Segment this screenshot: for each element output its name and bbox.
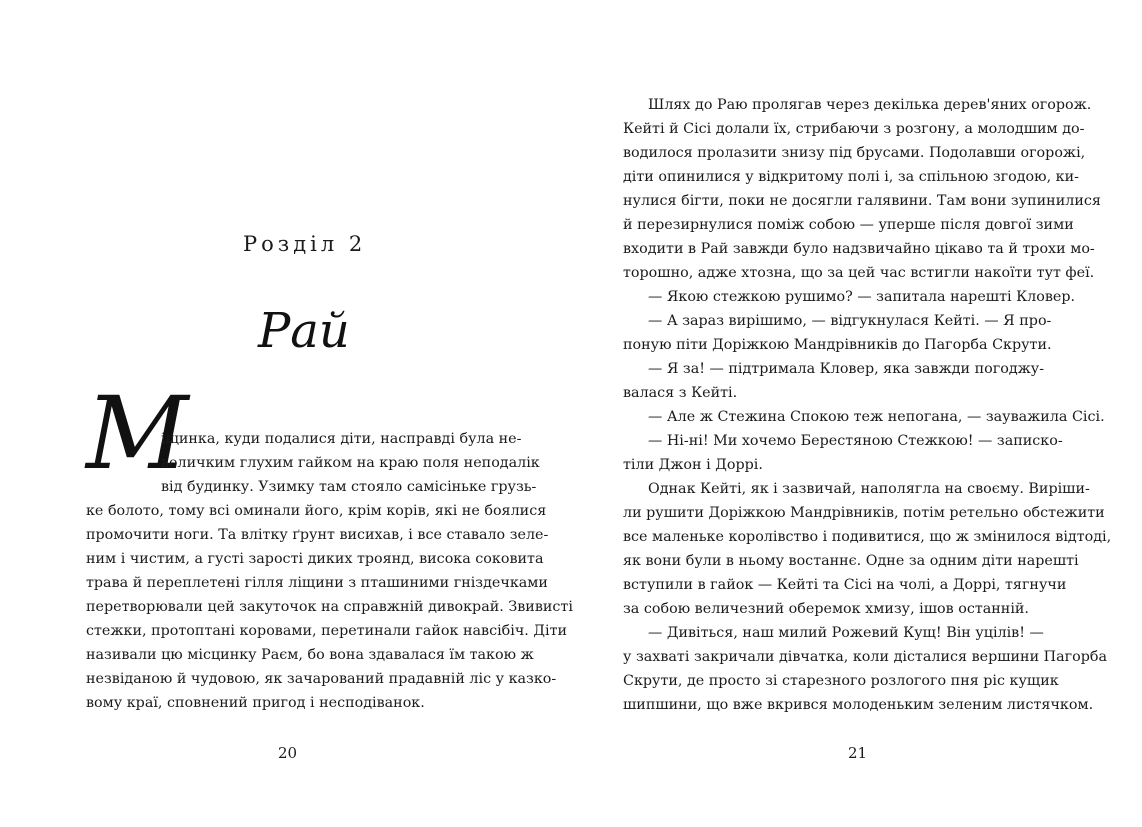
text-line: — Я за! — підтримала Кловер, яка завжди погоджу- xyxy=(648,361,1045,377)
text-line: називали цю місцинку Раєм, бо вона здавалася їм такою ж xyxy=(86,647,534,663)
text-line: нулися бігти, поки не досягли галявини. Там вони зупинилися xyxy=(623,193,1101,209)
text-line: — Якою стежкою рушимо? — запитала нарешті Кловер. xyxy=(648,289,1076,305)
text-line: іщинка, куди подалися діти, насправді була не- xyxy=(161,431,522,447)
text-line: — А зараз вирішимо, — відгукнулася Кейті. — Я про- xyxy=(648,313,1052,329)
text-line: торошно, адже хтозна, що за цей час встигли накоїти тут феї. xyxy=(623,265,1095,281)
text-line: все маленьке королівство і подивитися, що ж змінилося відтоді, xyxy=(623,529,1112,545)
text-line: вому краї, сповнений пригод і несподіванок. xyxy=(86,695,425,711)
text-line: поную піти Доріжкою Мандрівників до Пагорба Скрути. xyxy=(623,337,1052,353)
text-line: незвіданою й чудовою, як зачарований прадавній ліс у казко- xyxy=(86,671,557,687)
text-line: ним і чистим, а густі зарості диких троянд, висока соковита xyxy=(86,551,544,567)
text-line: тіли Джон і Доррі. xyxy=(623,457,763,473)
text-line: — Ні-ні! Ми хочемо Берестяною Стежкою! — записко- xyxy=(648,433,1063,449)
text-line: Шлях до Раю пролягав через декілька дерев'яних огорож. xyxy=(648,97,1092,113)
text-line: ке болото, тому всі оминали його, крім корів, які не боялися xyxy=(86,503,547,519)
text-line: шипшини, що вже вкрився молоденьким зеленим листячком. xyxy=(623,697,1094,713)
chapter-label: Розділ 2 xyxy=(243,232,367,256)
text-line: — Але ж Стежина Спокою теж непогана, — зауважила Сісі. xyxy=(648,409,1105,425)
text-line: діти опинилися у відкритому полі і, за спільною згодою, ки- xyxy=(623,169,1079,185)
text-line: промочити ноги. Та влітку ґрунт висихав, і все ставало зеле- xyxy=(86,527,549,543)
chapter-title: Рай xyxy=(258,303,350,359)
page-number: 21 xyxy=(848,744,868,762)
text-line: валася з Кейті. xyxy=(623,385,738,401)
text-line: Кейті й Сісі долали їх, стрибаючи з розгону, а молодшим до- xyxy=(623,121,1085,137)
text-line: ли рушити Доріжкою Мандрівників, потім ретельно обстежити xyxy=(623,505,1105,521)
text-line: Однак Кейті, як і зазвичай, наполягла на своєму. Виріши- xyxy=(648,481,1090,497)
text-line: водилося пролазити знизу під брусами. Подолавши огорожі, xyxy=(623,145,1086,161)
page-number: 20 xyxy=(278,744,298,762)
text-line: Скрути, де просто зі старезного розлогого пня ріс кущик xyxy=(623,673,1059,689)
text-line: як вони були в ньому востаннє. Одне за одним діти нарешті xyxy=(623,553,1079,569)
text-line: від будинку. Узимку там стояло самісіньке грузь- xyxy=(161,479,537,495)
text-line: у захваті закричали дівчатка, коли дісталися вершини Пагорба xyxy=(623,649,1108,665)
text-line: й перезирнулися поміж собою — уперше після довгої зими xyxy=(623,217,1074,233)
drop-cap: М xyxy=(86,375,189,492)
text-line: вступили в гайок — Кейті та Сісі на чолі, а Доррі, тягнучи xyxy=(623,577,1067,593)
text-line: — Дивіться, наш милий Рожевий Кущ! Він уцілів! — xyxy=(648,625,1044,641)
text-line: трава й переплетені гілля ліщини з пташиними гніздечками xyxy=(86,575,548,591)
text-line: за собою величезний оберемок хмизу, ішов останній. xyxy=(623,601,1029,617)
text-line: стежки, протоптані коровами, перетинали гайок навсібіч. Діти xyxy=(86,623,568,639)
text-line: входити в Рай завжди було надзвичайно цікаво та й трохи мо- xyxy=(623,241,1095,257)
right-page xyxy=(571,0,1142,827)
text-line: величким глухим гайком на краю поля неподалік xyxy=(161,455,540,471)
text-line: перетворювали цей закуточок на справжній дивокрай. Звивисті xyxy=(86,599,573,615)
